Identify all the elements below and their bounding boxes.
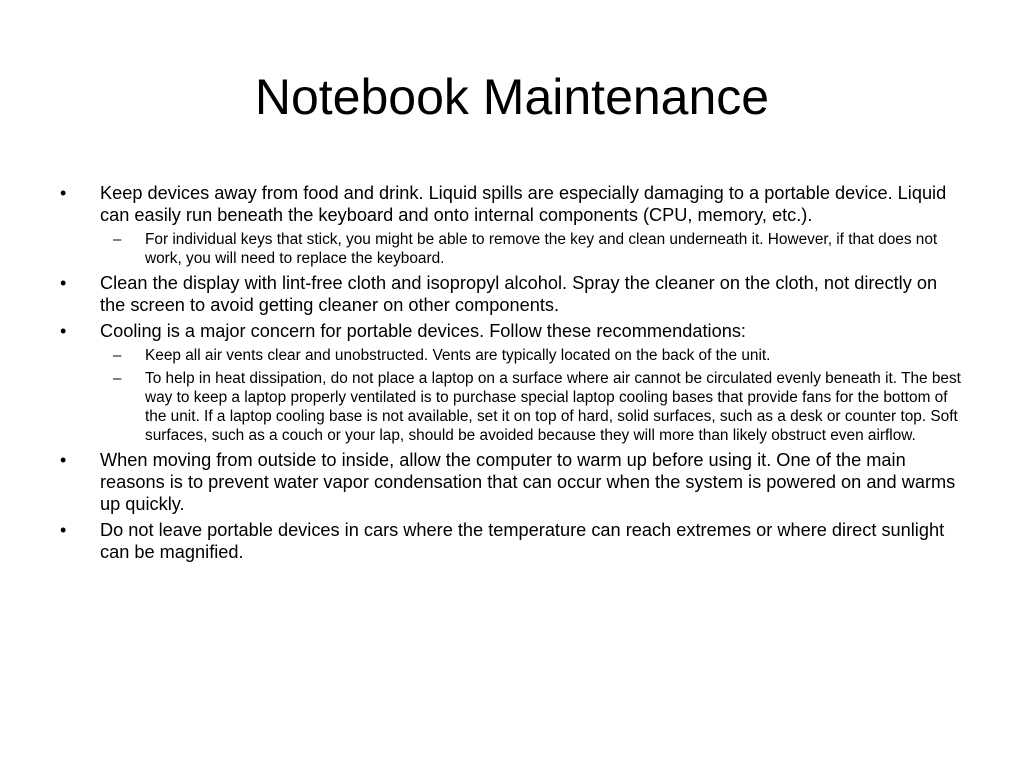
slide-content: [0, 182, 1024, 567]
bullet-dash-icon: –: [113, 231, 122, 248]
sub-bullet-item: [0, 369, 1024, 445]
slide-title: Notebook Maintenance: [254, 69, 770, 125]
bullet-dot-icon: •: [60, 450, 67, 470]
bullet-text: Keep devices away from food and drink. Liquid spills are especially damaging to a portable device. Liquid can easily run beneath the keyboard and onto internal components (CPU, memory, etc.).: [100, 183, 947, 225]
bullet-item: [0, 272, 1024, 316]
bullet-dot-icon: •: [60, 321, 67, 341]
bullet-item: [0, 519, 1024, 563]
sub-bullet-item: [0, 230, 1024, 268]
bullet-item: [0, 449, 1024, 515]
bullet-dot-icon: •: [60, 183, 67, 203]
bullet-dot-icon: •: [60, 520, 67, 540]
sub-bullet-text: To help in heat dissipation, do not place a laptop on a surface where air cannot be circulated evenly beneath it. The best way to keep a laptop properly ventilated is to purchase special laptop cooling bases that provide fans for the bottom of the unit. If a laptop cooling base is not available, set it on top of hard, solid surfaces, such as a desk or counter top. Soft surfaces, such as a couch or your lap, should be avoided because they will more than likely obstruct even airflow.: [145, 370, 961, 444]
bullet-text: Clean the display with lint-free cloth and isopropyl alcohol. Spray the cleaner on the cloth, not directly on the screen to avoid getting cleaner on other components.: [100, 273, 938, 315]
sub-bullet-text: For individual keys that stick, you might be able to remove the key and clean underneath it. However, if that does not work, you will need to replace the keyboard.: [145, 231, 938, 267]
bullet-text: When moving from outside to inside, allow the computer to warm up before using it. One of the main reasons is to prevent water vapor condensation that can occur when the system is powered on and warms up quickly.: [100, 450, 956, 514]
bullet-text: Cooling is a major concern for portable devices. Follow these recommendations:: [100, 321, 746, 341]
bullet-item: [0, 182, 1024, 226]
bullet-dash-icon: –: [113, 370, 122, 387]
bullet-item: [0, 320, 1024, 342]
bullet-text: Do not leave portable devices in cars where the temperature can reach extremes or where direct sunlight can be magnified.: [100, 520, 945, 562]
bullet-dash-icon: –: [113, 347, 122, 364]
bullet-dot-icon: •: [60, 273, 67, 293]
sub-bullet-text: Keep all air vents clear and unobstructed. Vents are typically located on the back of the unit.: [145, 347, 771, 364]
sub-bullet-item: [0, 346, 1024, 365]
